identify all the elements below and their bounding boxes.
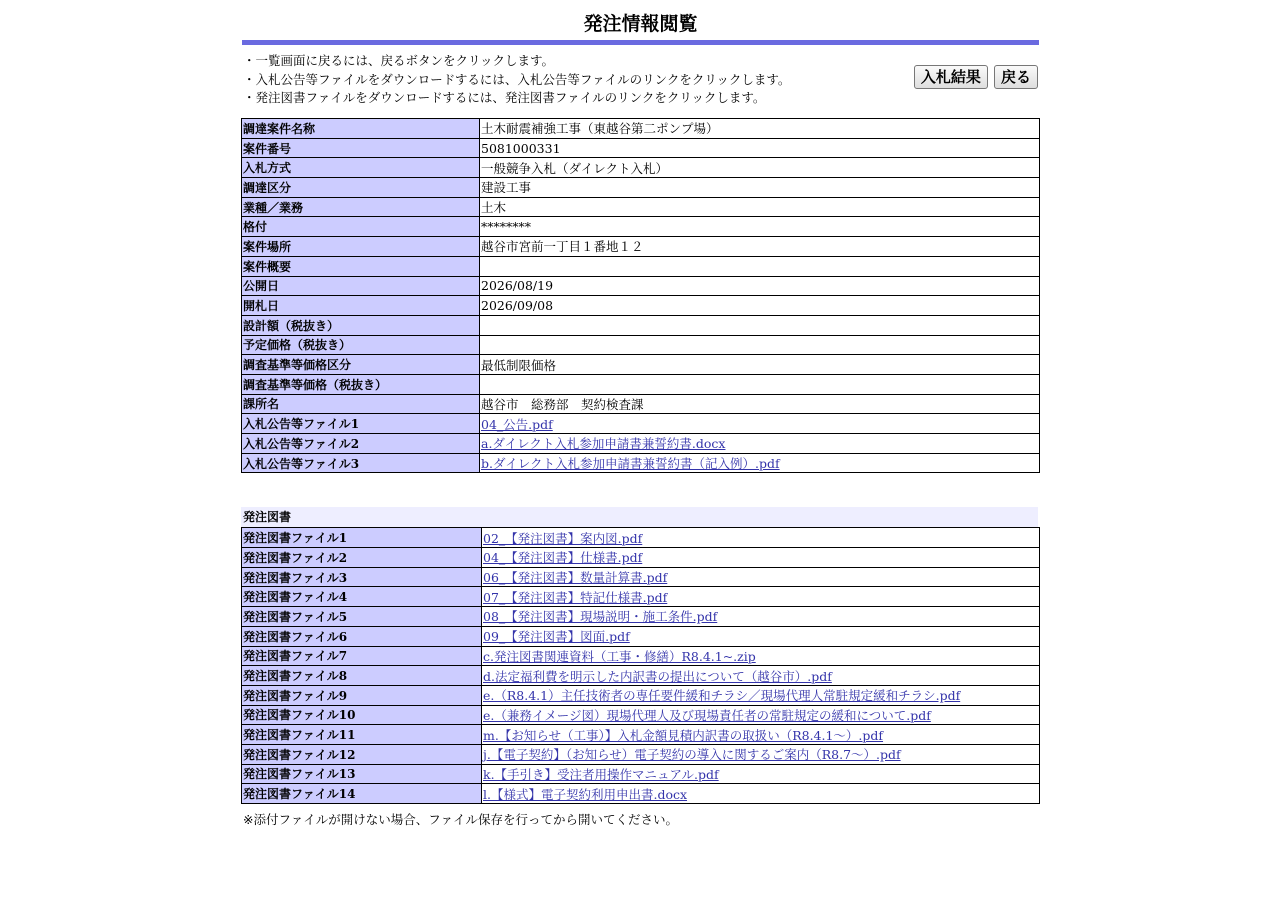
table-row	[242, 237, 1040, 257]
table-row	[242, 646, 1040, 666]
row-value-cell	[482, 685, 1040, 705]
file-link[interactable]: 07_【発注図書】特記仕様書.pdf	[483, 589, 668, 605]
file-link[interactable]: e.（兼務イメージ図）現場代理人及び現場責任者の常駐規定の緩和について.pdf	[483, 707, 931, 723]
table-row	[242, 528, 1040, 548]
row-label: 発注図書ファイル13	[242, 764, 482, 784]
table-row	[242, 296, 1040, 316]
row-value: 2026/09/08	[480, 296, 1040, 316]
title-underline	[242, 40, 1039, 45]
row-value: 最低制限価格	[480, 355, 1040, 375]
row-value-cell	[482, 725, 1040, 745]
row-value-cell	[482, 784, 1040, 804]
row-label: 調査基準等価格区分	[242, 355, 480, 375]
row-label: 発注図書ファイル5	[242, 607, 482, 627]
table-row	[242, 158, 1040, 178]
file-link[interactable]: 04_【発注図書】仕様書.pdf	[483, 550, 643, 566]
file-link[interactable]: l.【様式】電子契約利用申出書.docx	[483, 786, 688, 802]
table-row	[242, 276, 1040, 296]
row-value: 越谷市宮前一丁目１番地１２	[480, 237, 1040, 257]
row-value-cell	[482, 548, 1040, 568]
instruction-line: ・一覧画面に戻るには、戻るボタンをクリックします。	[243, 53, 555, 68]
row-label: 発注図書ファイル3	[242, 567, 482, 587]
instruction-line: ・入札公告等ファイルをダウンロードするには、入札公告等ファイルのリンクをクリックします。	[243, 71, 791, 87]
file-link[interactable]: b.ダイレクト入札参加申請書兼誓約書（記入例）.pdf	[481, 456, 780, 472]
row-label: 入札公告等ファイル2	[242, 434, 480, 454]
table-row	[242, 256, 1040, 276]
table-row	[242, 784, 1040, 804]
page-title: 発注情報閲覧	[583, 13, 698, 35]
table-row	[242, 666, 1040, 686]
row-label: 入札公告等ファイル1	[242, 414, 480, 434]
table-row	[242, 607, 1040, 627]
file-link[interactable]: j.【電子契約】（お知らせ）電子契約の導入に関するご案内（R8.7～）.pdf	[483, 747, 901, 763]
row-value: 一般競争入札（ダイレクト入札）	[480, 158, 1040, 178]
row-label: 発注図書ファイル8	[242, 666, 482, 686]
file-link[interactable]: 09_【発注図書】図面.pdf	[483, 629, 630, 645]
table-row	[242, 315, 1040, 335]
file-link[interactable]: 04_公告.pdf	[481, 416, 553, 432]
row-value: 5081000331	[480, 138, 1040, 158]
row-label: 格付	[242, 217, 480, 237]
table-row	[242, 374, 1040, 394]
row-label: 発注図書ファイル11	[242, 725, 482, 745]
row-label: 案件番号	[242, 138, 480, 158]
table-row	[242, 355, 1040, 375]
row-value-cell	[482, 646, 1040, 666]
table-row	[242, 414, 1040, 434]
row-label: 課所名	[242, 394, 480, 414]
file-link[interactable]: 08_【発注図書】現場説明・施工条件.pdf	[483, 609, 718, 625]
row-value: 建設工事	[480, 178, 1040, 198]
row-label: 発注図書ファイル7	[242, 646, 482, 666]
table-row	[242, 138, 1040, 158]
row-label: 調査基準等価格（税抜き）	[242, 374, 480, 394]
row-label: 発注図書ファイル12	[242, 744, 482, 764]
table-row	[242, 725, 1040, 745]
row-label: 入札公告等ファイル3	[242, 453, 480, 473]
table-row	[242, 434, 1040, 454]
bid-results-button[interactable]: 入札結果	[914, 65, 988, 89]
row-label: 発注図書ファイル6	[242, 626, 482, 646]
row-value	[480, 256, 1040, 276]
table-row	[242, 197, 1040, 217]
row-label: 設計額（税抜き）	[242, 315, 480, 335]
drawings-table	[241, 527, 1040, 804]
table-row	[242, 744, 1040, 764]
table-row	[242, 119, 1040, 139]
table-row	[242, 548, 1040, 568]
table-row	[242, 764, 1040, 784]
row-value-cell	[482, 744, 1040, 764]
table-row	[242, 685, 1040, 705]
file-link[interactable]: a.ダイレクト入札参加申請書兼誓約書.docx	[481, 436, 726, 452]
row-value-cell	[482, 705, 1040, 725]
table-row	[242, 178, 1040, 198]
row-value-cell	[482, 764, 1040, 784]
file-link[interactable]: 02_【発注図書】案内図.pdf	[483, 530, 643, 546]
row-value-cell	[480, 453, 1040, 473]
table-row	[242, 705, 1040, 725]
row-label: 発注図書ファイル4	[242, 587, 482, 607]
row-value: 土木耐震補強工事（東越谷第二ポンプ場）	[480, 119, 1040, 139]
row-value-cell	[482, 607, 1040, 627]
row-label: 発注図書ファイル2	[242, 548, 482, 568]
table-row	[242, 217, 1040, 237]
action-buttons	[913, 65, 1038, 89]
table-row	[242, 394, 1040, 414]
row-label: 発注図書ファイル14	[242, 784, 482, 804]
table-row	[242, 626, 1040, 646]
row-value: ********	[480, 217, 1040, 237]
intro-section	[241, 52, 1040, 112]
row-label: 調達区分	[242, 178, 480, 198]
row-label: 発注図書ファイル9	[242, 685, 482, 705]
row-label: 発注図書ファイル1	[242, 528, 482, 548]
file-link[interactable]: c.発注図書関連資料（工事・修繕）R8.4.1~.zip	[483, 648, 756, 664]
row-label: 案件場所	[242, 237, 480, 257]
row-label: 公開日	[242, 276, 480, 296]
row-value-cell	[480, 434, 1040, 454]
row-value	[480, 335, 1040, 355]
instruction-line: ・発注図書ファイルをダウンロードするには、発注図書ファイルのリンクをクリックします。	[243, 90, 766, 105]
project-info-table	[241, 118, 1040, 473]
row-label: 発注図書ファイル10	[242, 705, 482, 725]
row-value	[480, 315, 1040, 335]
row-value-cell	[480, 414, 1040, 434]
row-value-cell	[482, 626, 1040, 646]
row-value-cell	[482, 587, 1040, 607]
row-label: 開札日	[242, 296, 480, 316]
file-link[interactable]: e.（R8.4.1）主任技術者の専任要件緩和チラシ／現場代理人常駐規定緩和チラシ.pdf	[483, 688, 961, 704]
row-label: 入札方式	[242, 158, 480, 178]
back-button[interactable]: 戻る	[994, 65, 1038, 89]
row-label: 調達案件名称	[242, 119, 480, 139]
row-value: 土木	[480, 197, 1040, 217]
page	[241, 0, 1040, 828]
file-link[interactable]: d.法定福利費を明示した内訳書の提出について（越谷市）.pdf	[483, 668, 832, 684]
file-link[interactable]: 06_【発注図書】数量計算書.pdf	[483, 570, 668, 586]
table-row	[242, 335, 1040, 355]
drawings-section-heading: 発注図書	[241, 507, 1038, 527]
file-link[interactable]: m.【お知らせ（工事）】入札金額見積内訳書の取扱い（R8.4.1～）.pdf	[483, 727, 884, 743]
row-value-cell	[482, 567, 1040, 587]
row-value-cell	[482, 666, 1040, 686]
row-label: 案件概要	[242, 256, 480, 276]
row-value: 2026/08/19	[480, 276, 1040, 296]
row-label: 業種／業務	[242, 197, 480, 217]
table-row	[242, 587, 1040, 607]
file-link[interactable]: k.【手引き】受注者用操作マニュアル.pdf	[483, 766, 719, 782]
row-value	[480, 374, 1040, 394]
row-label: 予定価格（税抜き）	[242, 335, 480, 355]
footnote: ※添付ファイルが開けない場合、ファイル保存を行ってから開いてください。	[243, 812, 678, 827]
row-value-cell	[482, 528, 1040, 548]
table-row	[242, 453, 1040, 473]
row-value: 越谷市 総務部 契約検査課	[480, 394, 1040, 414]
table-row	[242, 567, 1040, 587]
